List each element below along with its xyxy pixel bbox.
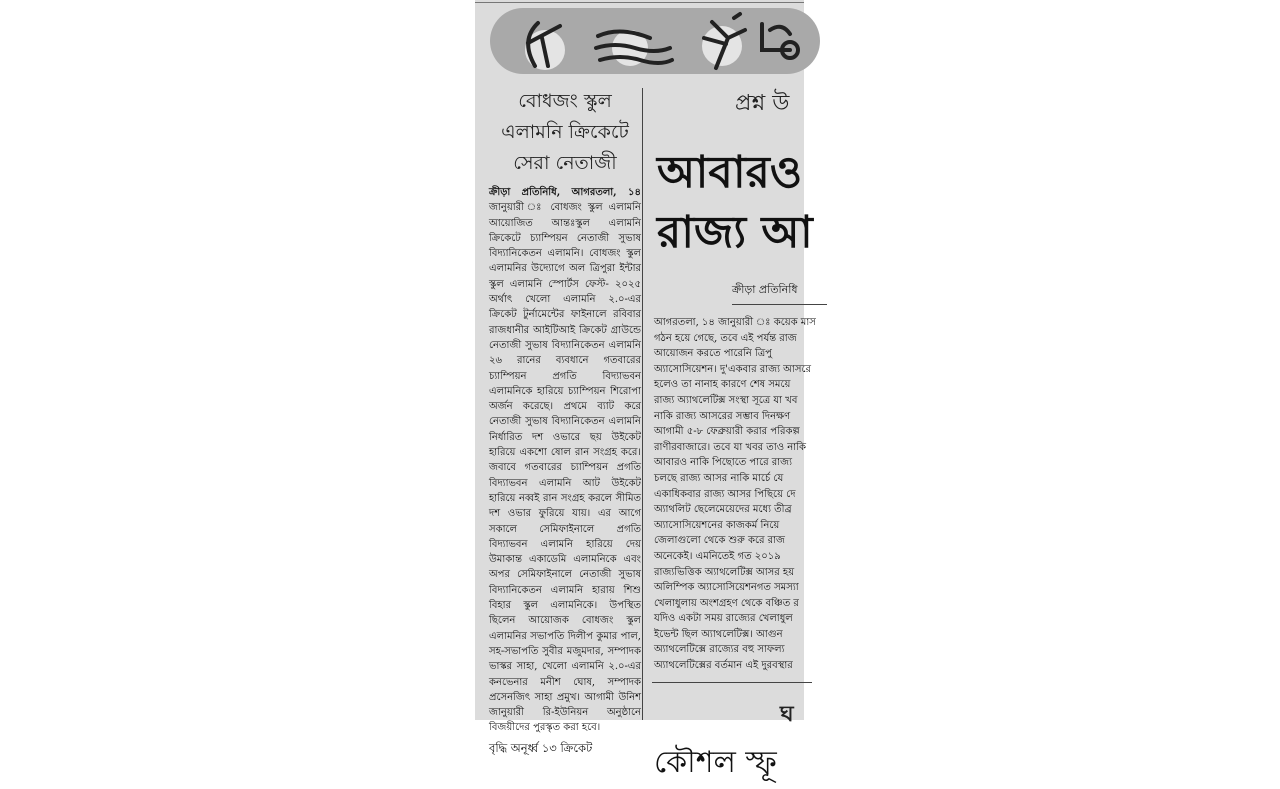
right-body-line: একাধিকবার রাজ্য আসর পিছিয়ে দে: [654, 488, 796, 500]
right-body-line: আবারও নাকি পিছোতে পারে রাজ্য: [654, 457, 793, 469]
right-body-line: অ্যাথলেটিক্সের বর্তমান এই দুরবস্থার: [654, 660, 793, 672]
left-next-headline: বৃদ্ধি অনূর্ধ্ব ১৩ ক্রিকেট: [489, 740, 593, 755]
left-headline-line-2: এলামনি ক্রিকেটে: [501, 121, 629, 143]
right-body-line: অ্যাথলিট ছেলেমেয়েদের মধ্যে তীব্র: [654, 504, 792, 516]
section-rule: [652, 682, 812, 683]
cycling-icon: [762, 24, 798, 58]
athletics-icon: [702, 14, 745, 68]
sports-icon-banner: [490, 8, 820, 74]
right-body-line: যদিও একটা সময় রাজ্যের খেলাধুল: [654, 613, 793, 625]
sports-pictograms: [490, 8, 820, 74]
right-article-body: [654, 315, 816, 674]
right-kicker: প্রশ্ন উ: [735, 91, 790, 116]
right-body-line: আয়োজন করতে পারেনি ত্রিপু: [654, 348, 772, 360]
left-dateline: ক্রীড়া প্রতিনিধি, আগরতলা, ১৪: [489, 187, 641, 198]
swimming-icon: [596, 30, 672, 66]
right-body-line: ইভেন্ট ছিল অ্যাথলেটিক্স। আগুন: [654, 628, 783, 640]
top-rule: [475, 2, 804, 3]
right-article: [652, 80, 816, 789]
right-body-line: অ্যাথলেটিক্সে রাজ্যের বহু সাফল্য: [654, 644, 785, 656]
right-body-line: চলছে রাজ্য আসর নাকি মার্চে যে: [654, 472, 784, 484]
archery-icon: [525, 23, 565, 70]
right-body-line: অ্যাসোসিয়েশনের কাজকর্ম নিয়ে: [654, 519, 780, 531]
right-byline: ক্রীড়া প্রতিনিধি: [732, 283, 798, 296]
right-body-line: আগামী ৫-৮ ফেব্রুয়ারী করার পরিকল্প: [654, 426, 800, 438]
right-next-headline: কৌশল স্ফূ: [654, 744, 777, 780]
right-headline-line-2: রাজ্য আ: [657, 207, 813, 258]
right-body-line: গঠন হয়ে গেছে, তবে এই পর্যন্ত রাজ: [654, 332, 797, 344]
right-body-line: রাণীরবাজারে। তবে যা খবর তাও নাকি: [654, 441, 806, 453]
right-body-line: খেলাধুলায় অংশগ্রহণ থেকে বঞ্চিত র: [654, 597, 799, 609]
column-divider: [642, 88, 643, 720]
right-body-line: রাজ্যভিত্তিক অ্যাথলেটিক্স আসর হয়: [654, 566, 795, 578]
right-body-line: আগরতলা, ১৪ জানুয়ারী ঃ কয়েক মাস: [654, 317, 816, 328]
right-body-line: রাজ্য অ্যাথলেটিক্স সংস্থা সূত্রে যা খব: [654, 394, 798, 406]
right-body-line: জেলাগুলো থেকে শুরু করে রাজ: [654, 535, 785, 547]
left-article-body: [489, 185, 641, 736]
left-article: [489, 86, 641, 759]
right-body-line: নাকি রাজ্য আসরের সম্ভাব দিনক্ষণ: [654, 410, 791, 422]
right-body-line: অলিম্পিক অ্যাসোসিয়েশনগত সমস্যা: [654, 582, 799, 594]
right-body-line: হলেও তা নানাহ কারণে শেষ সময়ে: [654, 379, 791, 391]
byline-rule: [732, 304, 827, 305]
left-headline-line-1: বোধজং স্কুল: [518, 90, 612, 112]
newspaper-page: [475, 0, 816, 780]
right-body-line: অনেকেই। এমনিতেই গত ২০১৯: [654, 550, 781, 562]
right-body-line: অ্যাসোসিয়েশন। দু'একবার রাজ্য আসরে: [654, 363, 811, 375]
left-body-text: জানুয়ারী ঃ বোধজং স্কুল এলামনি আয়োজিত আন্তঃস্কুল এলামনি ক্রিকেটে চ্যাম্পিয়ন নেতাজী সুভাষ বিদ্যানিকেতন এলামনি। বোধজং স্কুল এলামনির উদ্যোগে অল ত্রিপুরা ইন্টার স্কুল এলামনি স্পোর্টস ফেস্ট- ২০২৫ অর্থাৎ খেলো এলামনি ২.০-এর ক্রিকেট টুর্নামেন্টের ফাইনালে রবিবার রাজধানীর আইটিআই ক্রিকেট গ্রাউন্ডে নেতাজী সুভাষ বিদ্যানিকেতন এলামনি ২৬ রানের ব্যবধানে গতবারের চ্যাম্পিয়ন প্রগতি বিদ্যাভবন এলামনিকে হারিয়ে চ্যাম্পিয়ন শিরোপা অর্জন করেছে। প্রথমে ব্যাট করে নেতাজী সুভাষ বিদ্যানিকেতন এলামনি নির্ধারিত দশ ওভারে ছয় উইকেট হারিয়ে একশো ষোল রান সংগ্রহ করে। জবাবে গতবারের চ্যাম্পিয়ন প্রগতি বিদ্যাভবন এলামনি আট উইকেট হারিয়ে নব্বই রান সংগ্রহ করলে সীমিত দশ ওভার ফুরিয়ে যায়। এর আগে সকালে সেমিফাইনালে প্রগতি বিদ্যাভবন এলামনি হারিয়ে দেয় উমাকান্ত একাডেমি এলামনিকে এবং অপর সেমিফাইনালে নেতাজী সুভাষ বিদ্যানিকেতন এলামনি হারায় শিশু বিহার স্কুল এলামনিকে। উপস্থিত ছিলেন আয়োজক বোধজং স্কুল এলামনির সভাপতি দিলীপ কুমার পাল, সহ-সভাপতি সুবীর মজুমদার, সম্পাদক ভাস্কর সাহা, খেলো এলামনি ২.০-এর কনভেনার মনীশ ঘোষ, সম্পাদক প্রসেনজিৎ সাহা প্রমুখ। আগামী উনিশ জানুয়ারী রি-ইউনিয়ন অনুষ্ঠানে বিজয়ীদের পুরস্কৃত করা হবে।: [489, 202, 641, 734]
right-headline-line-1: আবারও: [657, 147, 803, 198]
left-headline-line-3: সেরা নেতাজী: [513, 152, 617, 174]
right-sub-headline: ঘ: [780, 700, 794, 727]
